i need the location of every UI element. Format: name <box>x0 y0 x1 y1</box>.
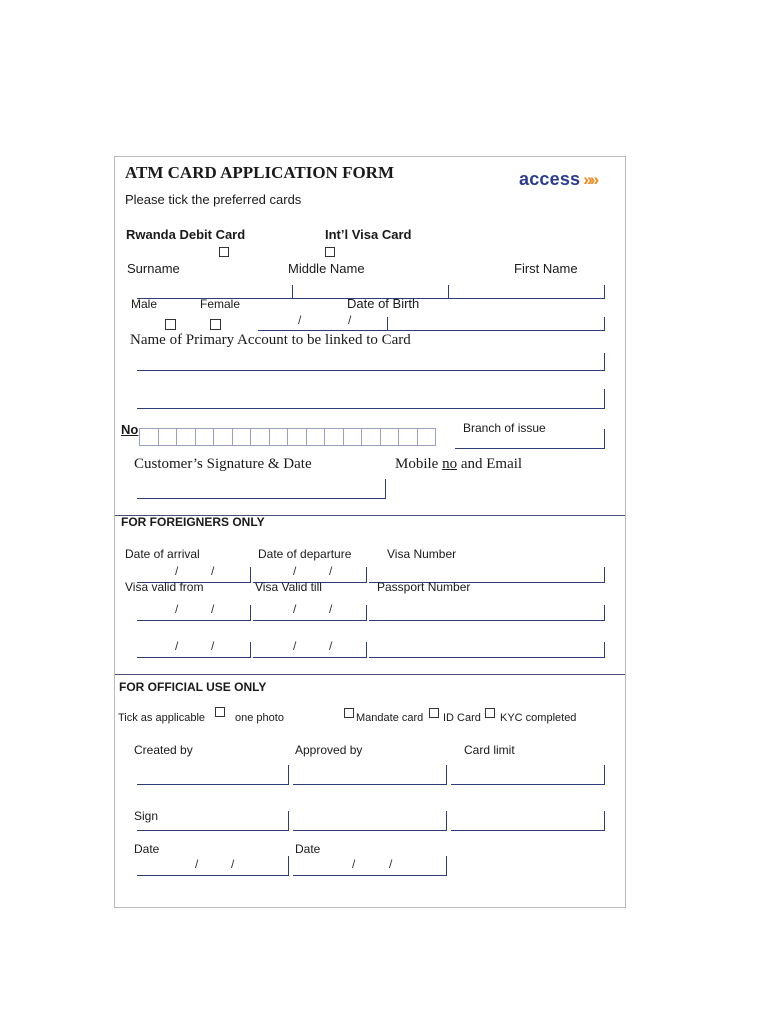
account-number-grid[interactable] <box>139 428 436 446</box>
visa-valid-till-label: Visa Valid till <box>255 580 322 594</box>
official-date-field-2[interactable] <box>293 856 447 876</box>
sign-field-2[interactable] <box>293 811 447 831</box>
mobile-no: no <box>442 456 458 472</box>
official-use-heading: FOR OFFICIAL USE ONLY <box>119 680 267 694</box>
visa-number-label: Visa Number <box>387 547 457 561</box>
female-checkbox[interactable] <box>210 319 221 330</box>
id-card-checkbox[interactable] <box>429 708 439 718</box>
approved-by-field[interactable] <box>293 765 447 785</box>
official-date-slash: / <box>352 857 356 871</box>
visa-valid-from-label: Visa valid from <box>125 580 204 594</box>
passport-number-field[interactable] <box>369 605 605 621</box>
date-label-2: Date <box>295 842 321 856</box>
signature-date-label: Customer’s Signature & Date <box>134 456 312 472</box>
primary-account-field-2[interactable] <box>137 389 605 409</box>
one-photo-label: one photo <box>235 712 284 724</box>
extra-slash: / <box>329 639 333 653</box>
sign-field-1[interactable] <box>137 811 289 831</box>
official-date-slash: / <box>195 857 199 871</box>
logo-text: access <box>519 169 581 189</box>
rwanda-debit-card-label: Rwanda Debit Card <box>126 227 246 242</box>
extra-date-field-2[interactable] <box>253 642 367 658</box>
surname-label: Surname <box>127 261 180 276</box>
date-label-1: Date <box>134 842 160 856</box>
rwanda-debit-card-checkbox[interactable] <box>219 247 229 257</box>
intl-visa-card-label: Int’l Visa Card <box>325 227 412 242</box>
date-of-arrival-label: Date of arrival <box>125 547 200 561</box>
card-limit-field[interactable] <box>451 765 605 785</box>
approved-by-label: Approved by <box>295 743 363 757</box>
visa-valid-from-field[interactable] <box>137 605 251 621</box>
kyc-completed-label: KYC completed <box>500 712 577 724</box>
extra-field-3[interactable] <box>369 642 605 658</box>
tick-as-applicable-label: Tick as applicable <box>118 712 206 724</box>
official-date-slash: / <box>231 857 235 871</box>
first-name-field[interactable] <box>449 285 605 299</box>
date-of-departure-label: Date of departure <box>258 547 352 561</box>
sign-label: Sign <box>134 809 159 823</box>
mobile-suffix: and Email <box>457 456 523 472</box>
dob-slash: / <box>348 313 352 327</box>
mandate-card-checkbox[interactable] <box>344 708 354 718</box>
section-divider <box>115 674 625 675</box>
passport-number-label: Passport Number <box>377 580 471 594</box>
one-photo-checkbox[interactable] <box>215 707 225 717</box>
intl-visa-card-checkbox[interactable] <box>325 247 335 257</box>
valid-till-slash: / <box>329 602 333 616</box>
female-label: Female <box>200 297 241 311</box>
male-label: Male <box>131 297 158 311</box>
dob-field[interactable] <box>258 317 388 331</box>
number-label: No <box>121 422 139 437</box>
access-logo <box>519 169 596 190</box>
departure-slash: / <box>293 564 297 578</box>
valid-from-slash: / <box>175 602 179 616</box>
id-card-label: ID Card <box>443 712 481 724</box>
mandate-card-label: Mandate card <box>356 712 424 724</box>
branch-of-issue-label: Branch of issue <box>463 421 546 435</box>
arrival-slash: / <box>211 564 215 578</box>
extra-slash: / <box>211 639 215 653</box>
male-checkbox[interactable] <box>165 319 176 330</box>
valid-from-slash: / <box>211 602 215 616</box>
extra-date-field-1[interactable] <box>137 642 251 658</box>
foreigners-heading: FOR FOREIGNERS ONLY <box>121 515 265 529</box>
extra-slash: / <box>293 639 297 653</box>
official-date-slash: / <box>389 857 393 871</box>
official-date-field-1[interactable] <box>137 856 289 876</box>
kyc-checkbox[interactable] <box>485 708 495 718</box>
visa-valid-till-field[interactable] <box>253 605 367 621</box>
atm-card-application-form <box>114 156 626 908</box>
created-by-label: Created by <box>134 743 193 757</box>
date-of-birth-label: Date of Birth <box>347 296 420 311</box>
form-title: ATM CARD APPLICATION FORM <box>125 163 394 182</box>
arrival-slash: / <box>175 564 179 578</box>
instruction-text: Please tick the preferred cards <box>125 192 302 207</box>
primary-account-label: Name of Primary Account to be linked to Card <box>130 332 411 348</box>
middle-name-label: Middle Name <box>288 261 365 276</box>
valid-till-slash: / <box>293 602 297 616</box>
card-limit-label: Card limit <box>464 743 515 757</box>
branch-of-issue-field[interactable] <box>455 429 605 449</box>
departure-slash: / <box>329 564 333 578</box>
dob-slash: / <box>298 313 302 327</box>
mobile-prefix: Mobile <box>395 456 443 472</box>
primary-account-field-1[interactable] <box>137 353 605 371</box>
logo-arrows-icon: »» <box>583 170 597 189</box>
dob-extra-field[interactable] <box>388 317 605 331</box>
sign-field-3[interactable] <box>451 811 605 831</box>
signature-date-field[interactable] <box>137 479 386 499</box>
created-by-field[interactable] <box>137 765 289 785</box>
first-name-label: First Name <box>514 261 578 276</box>
mobile-email-label <box>395 456 522 473</box>
extra-slash: / <box>175 639 179 653</box>
